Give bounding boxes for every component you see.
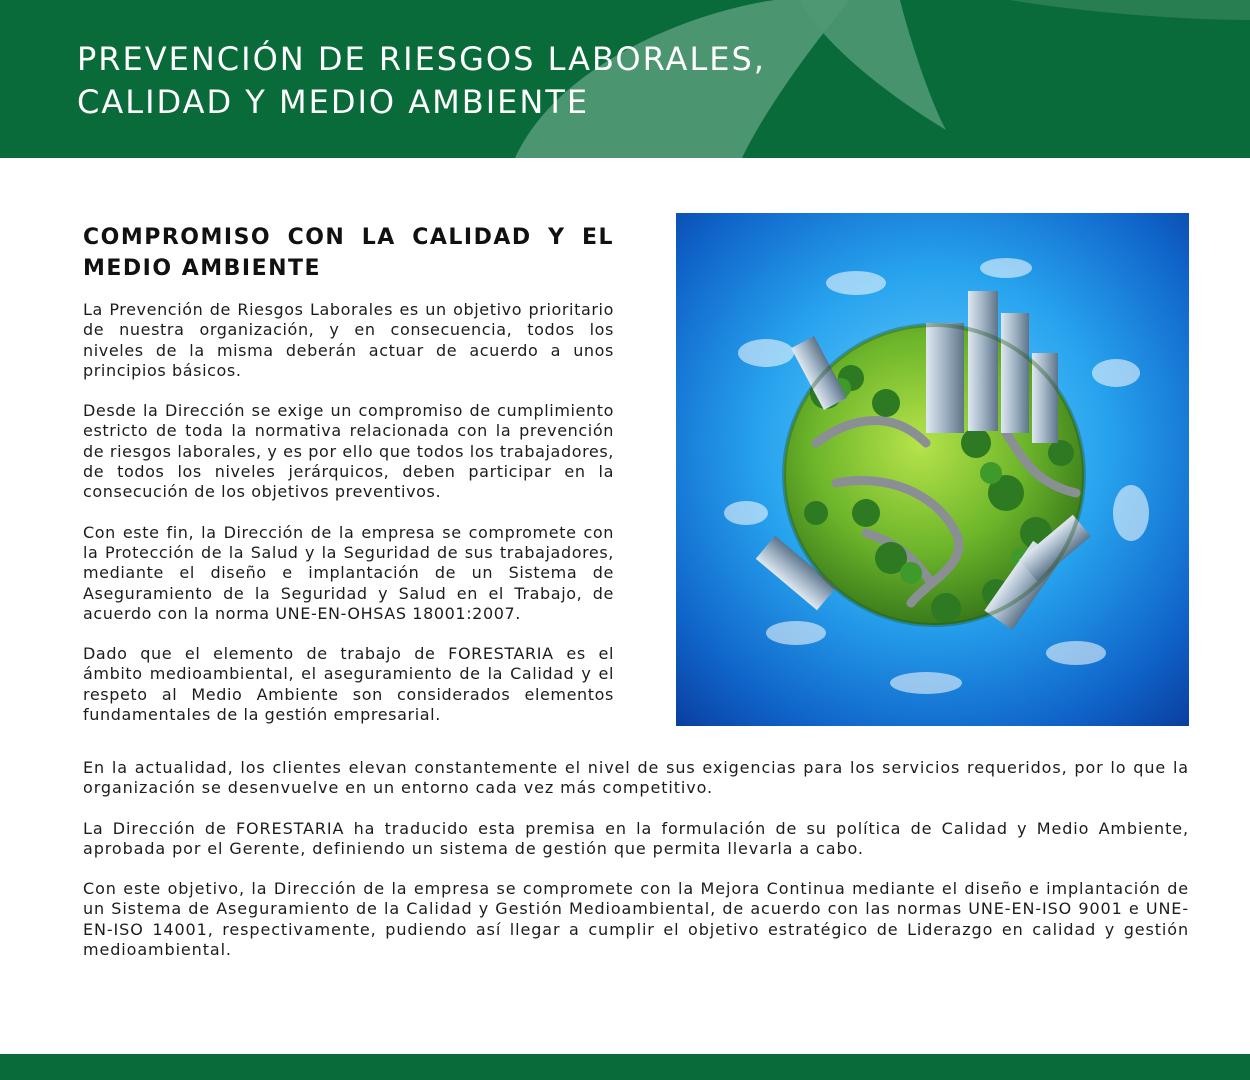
header-banner	[0, 0, 1250, 158]
footer-bar	[0, 1054, 1250, 1080]
full-width-text	[83, 758, 1189, 980]
globe-city-illustration-icon	[676, 213, 1189, 726]
full-paragraph-3: Con este objetivo, la Dirección de la empresa se compromete con la Mejora Continua mediante el diseño e implantación de un Sistema de Aseguramiento de la Calidad y Gestión Medioambiental, de acuerdo con las normas UNE-EN-ISO 9001 e UNE-EN-ISO 14001, respectivamente, pudiendo así llegar a cumplir el objetivo estratégico de Liderazgo en calidad y gestión medioambiental.	[83, 879, 1189, 960]
column-paragraph-1: La Prevención de Riesgos Laborales es un objetivo prioritario de nuestra organización, y en consecuencia, todos los niveles de la misma deberán actuar de acuerdo a unos principios básicos.	[83, 300, 614, 380]
globe-image	[676, 213, 1189, 726]
page-title-line-1: PREVENCIÓN DE RIESGOS LABORALES,	[77, 40, 766, 78]
column-paragraph-3: Con este fin, la Dirección de la empresa se compromete con la Protección de la Salud y la Seguridad de sus trabajadores, mediante el diseño e implantación de un Sistema de Aseguramiento de la Seguridad y Salud en el Trabajo, de acuerdo con la norma UNE-EN-OHSAS 18001:2007.	[83, 522, 614, 623]
section-title: COMPROMISO CON LA CALIDAD Y EL MEDIO AMBIENTE	[83, 225, 614, 281]
column-paragraph-4: Dado que el elemento de trabajo de FORESTARIA es el ámbito medioambiental, el aseguramiento de la Calidad y el respeto al Medio Ambiente son considerados elementos fundamentales de la gestión empresarial.	[83, 644, 614, 725]
page-title	[77, 38, 766, 124]
full-paragraph-1: En la actualidad, los clientes elevan constantemente el nivel de sus exigencias para los servicios requeridos, por lo que la organización se desenvuelve en un entorno cada vez más competitivo.	[83, 758, 1189, 798]
column-text	[83, 300, 614, 745]
page-title-line-2: CALIDAD Y MEDIO AMBIENTE	[77, 83, 590, 121]
full-paragraph-2: La Dirección de FORESTARIA ha traducido esta premisa en la formulación de su política de Calidad y Medio Ambiente, aprobada por el Gerente, definiendo un sistema de gestión que permita llevarla a cabo.	[83, 818, 1189, 858]
column-paragraph-2: Desde la Dirección se exige un compromiso de cumplimiento estricto de toda la normativa relacionada con la prevención de riesgos laborales, y es por ello que todos los trabajadores, de todos los niveles jerárquicos, deben participar en la consecución de los objetivos preventivos.	[83, 401, 614, 502]
